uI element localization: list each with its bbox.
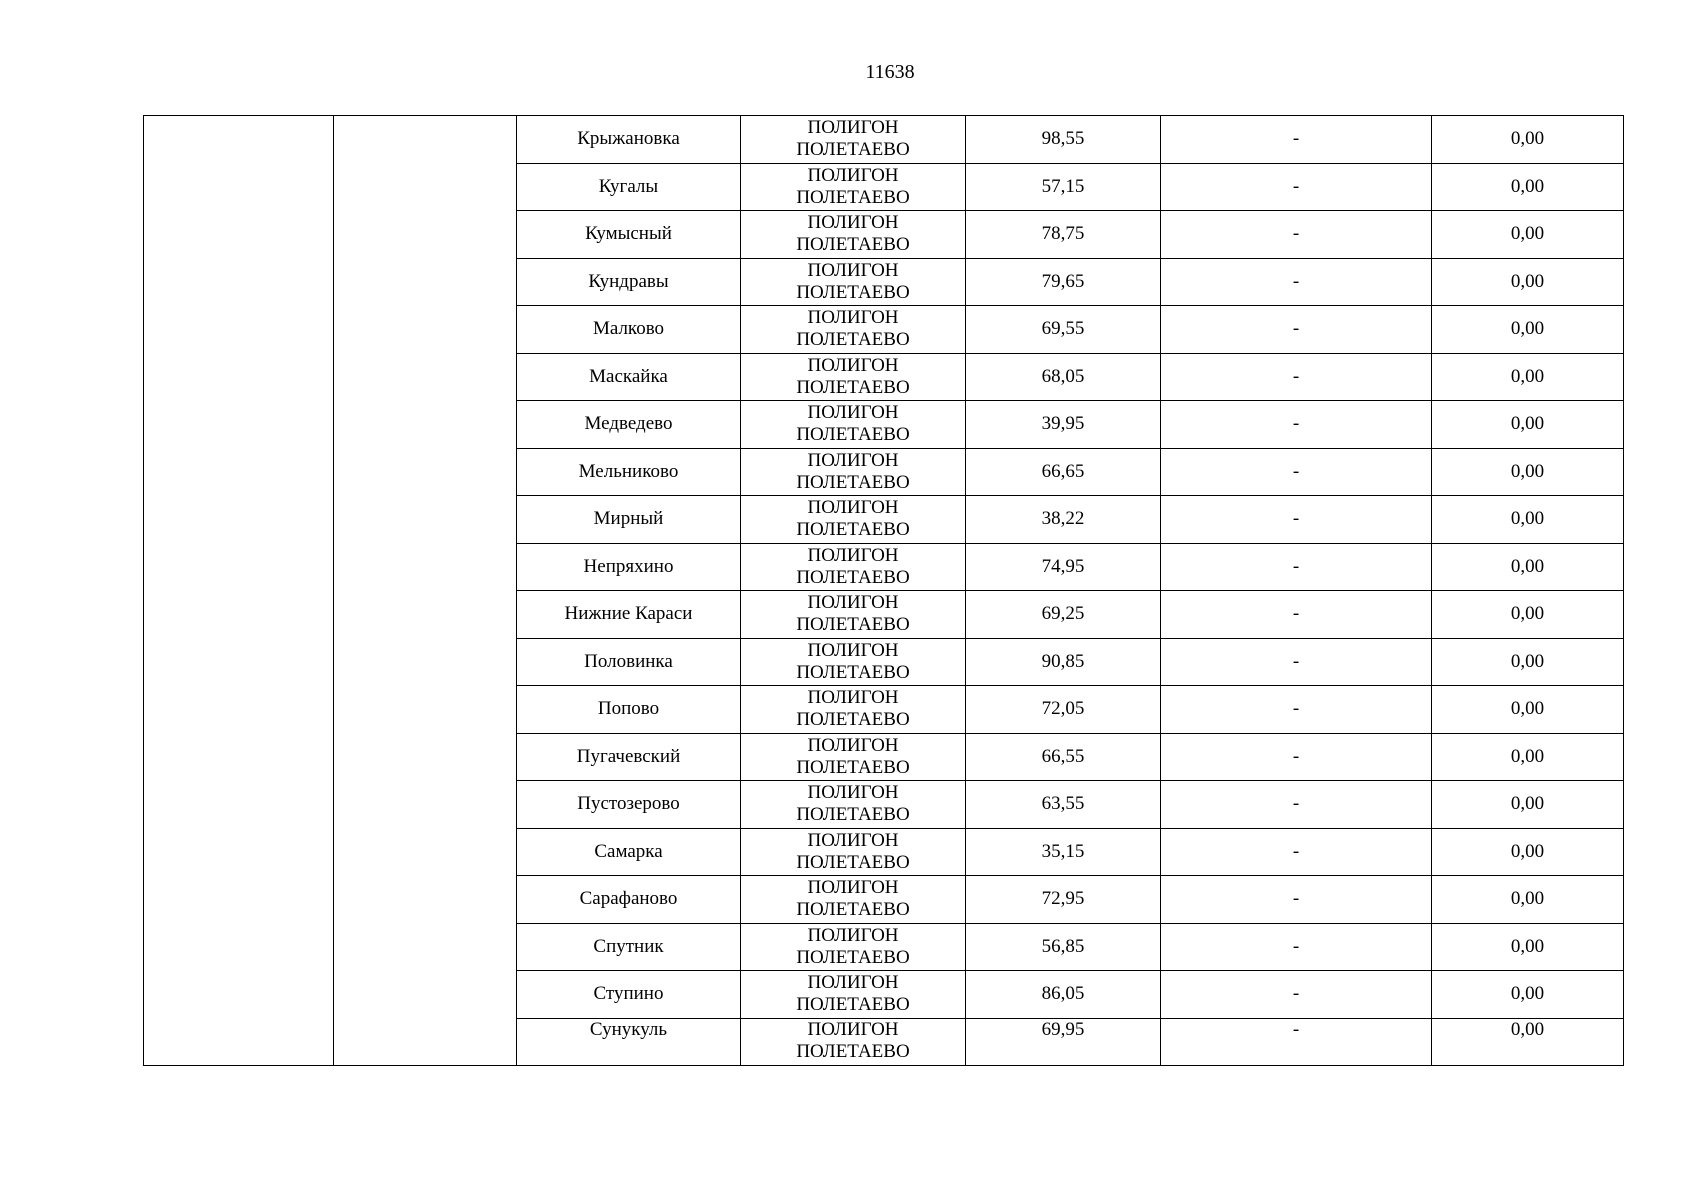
distance-cell: 57,15 xyxy=(966,163,1161,211)
destination-line1: ПОЛИГОН xyxy=(807,497,899,519)
destination-line2: ПОЛЕТАЕВО xyxy=(796,994,910,1016)
destination-line1: ПОЛИГОН xyxy=(807,354,899,376)
dash-cell: - xyxy=(1161,211,1432,259)
distance-cell: 72,95 xyxy=(966,876,1161,924)
distance-cell: 35,15 xyxy=(966,828,1161,876)
destination-line1: ПОЛИГОН xyxy=(807,307,899,329)
settlement-cell: Непряхино xyxy=(517,543,741,591)
settlement-cell: Кундравы xyxy=(517,258,741,306)
dash-cell: - xyxy=(1161,638,1432,686)
destination-line1: ПОЛИГОН xyxy=(807,782,899,804)
value-cell: 0,00 xyxy=(1432,211,1624,259)
value-cell: 0,00 xyxy=(1432,401,1624,449)
destination-line2: ПОЛЕТАЕВО xyxy=(796,186,910,208)
value-cell: 0,00 xyxy=(1432,116,1624,164)
destination-line2: ПОЛЕТАЕВО xyxy=(796,804,910,826)
dash-cell: - xyxy=(1161,971,1432,1019)
value-cell: 0,00 xyxy=(1432,163,1624,211)
empty-region-cell xyxy=(144,116,334,1066)
destination-cell xyxy=(741,211,966,259)
distance-cell: 72,05 xyxy=(966,686,1161,734)
destination-line1: ПОЛИГОН xyxy=(807,402,899,424)
settlement-cell: Нижние Караси xyxy=(517,591,741,639)
dash-cell: - xyxy=(1161,828,1432,876)
distance-cell: 38,22 xyxy=(966,496,1161,544)
destination-line1: ПОЛИГОН xyxy=(807,877,899,899)
value-cell: 0,00 xyxy=(1432,876,1624,924)
destination-line2: ПОЛЕТАЕВО xyxy=(796,756,910,778)
destination-line1: ПОЛИГОН xyxy=(807,212,899,234)
settlement-cell: Мельниково xyxy=(517,448,741,496)
table-row xyxy=(144,116,1624,164)
settlement-cell: Половинка xyxy=(517,638,741,686)
dash-cell: - xyxy=(1161,163,1432,211)
destination-line2: ПОЛЕТАЕВО xyxy=(796,661,910,683)
empty-operator-cell xyxy=(334,116,517,1066)
distance-cell: 63,55 xyxy=(966,781,1161,829)
destination-line1: ПОЛИГОН xyxy=(807,592,899,614)
value-cell: 0,00 xyxy=(1432,496,1624,544)
dash-cell: - xyxy=(1161,401,1432,449)
destination-cell xyxy=(741,496,966,544)
settlement-cell: Малково xyxy=(517,306,741,354)
settlement-cell: Самарка xyxy=(517,828,741,876)
distance-cell: 78,75 xyxy=(966,211,1161,259)
settlement-cell: Попово xyxy=(517,686,741,734)
dash-cell: - xyxy=(1161,781,1432,829)
transport-table xyxy=(143,115,1624,1066)
destination-cell xyxy=(741,448,966,496)
distance-cell: 68,05 xyxy=(966,353,1161,401)
distance-cell: 56,85 xyxy=(966,923,1161,971)
destination-cell xyxy=(741,971,966,1019)
destination-cell xyxy=(741,876,966,924)
destination-line2: ПОЛЕТАЕВО xyxy=(796,519,910,541)
distance-cell: 39,95 xyxy=(966,401,1161,449)
value-cell: 0,00 xyxy=(1432,1018,1624,1066)
destination-cell xyxy=(741,591,966,639)
destination-line2: ПОЛЕТАЕВО xyxy=(796,709,910,731)
value-cell: 0,00 xyxy=(1432,543,1624,591)
destination-line1: ПОЛИГОН xyxy=(807,164,899,186)
dash-cell: - xyxy=(1161,448,1432,496)
settlement-cell: Кумысный xyxy=(517,211,741,259)
destination-cell xyxy=(741,781,966,829)
settlement-cell: Мирный xyxy=(517,496,741,544)
destination-cell xyxy=(741,686,966,734)
destination-line2: ПОЛЕТАЕВО xyxy=(796,139,910,161)
value-cell: 0,00 xyxy=(1432,258,1624,306)
destination-line2: ПОЛЕТАЕВО xyxy=(796,899,910,921)
destination-line1: ПОЛИГОН xyxy=(807,117,899,139)
destination-cell xyxy=(741,116,966,164)
settlement-cell: Маскайка xyxy=(517,353,741,401)
destination-cell xyxy=(741,401,966,449)
value-cell: 0,00 xyxy=(1432,306,1624,354)
destination-line2: ПОЛЕТАЕВО xyxy=(796,566,910,588)
dash-cell: - xyxy=(1161,258,1432,306)
destination-line1: ПОЛИГОН xyxy=(807,687,899,709)
destination-line2: ПОЛЕТАЕВО xyxy=(796,424,910,446)
value-cell: 0,00 xyxy=(1432,353,1624,401)
dash-cell: - xyxy=(1161,496,1432,544)
value-cell: 0,00 xyxy=(1432,638,1624,686)
distance-cell: 79,65 xyxy=(966,258,1161,306)
destination-line1: ПОЛИГОН xyxy=(807,972,899,994)
table-body xyxy=(144,116,1624,1066)
destination-cell xyxy=(741,353,966,401)
destination-line1: ПОЛИГОН xyxy=(807,639,899,661)
dash-cell: - xyxy=(1161,591,1432,639)
destination-line2: ПОЛЕТАЕВО xyxy=(796,376,910,398)
dash-cell: - xyxy=(1161,876,1432,924)
dash-cell: - xyxy=(1161,733,1432,781)
destination-cell xyxy=(741,638,966,686)
value-cell: 0,00 xyxy=(1432,971,1624,1019)
distance-cell: 86,05 xyxy=(966,971,1161,1019)
settlement-cell: Спутник xyxy=(517,923,741,971)
page-number: 11638 xyxy=(865,61,915,83)
distance-cell: 98,55 xyxy=(966,116,1161,164)
settlement-cell: Сунукуль xyxy=(517,1018,741,1066)
destination-line2: ПОЛЕТАЕВО xyxy=(796,946,910,968)
destination-line2: ПОЛЕТАЕВО xyxy=(796,1040,910,1062)
destination-line2: ПОЛЕТАЕВО xyxy=(796,471,910,493)
settlement-cell: Крыжановка xyxy=(517,116,741,164)
settlement-cell: Пустозерово xyxy=(517,781,741,829)
destination-cell xyxy=(741,543,966,591)
destination-line1: ПОЛИГОН xyxy=(807,829,899,851)
dash-cell: - xyxy=(1161,306,1432,354)
value-cell: 0,00 xyxy=(1432,448,1624,496)
dash-cell: - xyxy=(1161,686,1432,734)
distance-cell: 69,55 xyxy=(966,306,1161,354)
destination-line1: ПОЛИГОН xyxy=(807,924,899,946)
dash-cell: - xyxy=(1161,923,1432,971)
destination-cell xyxy=(741,163,966,211)
destination-line2: ПОЛЕТАЕВО xyxy=(796,329,910,351)
settlement-cell: Пугачевский xyxy=(517,733,741,781)
value-cell: 0,00 xyxy=(1432,733,1624,781)
destination-line1: ПОЛИГОН xyxy=(807,544,899,566)
destination-line1: ПОЛИГОН xyxy=(807,449,899,471)
value-cell: 0,00 xyxy=(1432,781,1624,829)
destination-line1: ПОЛИГОН xyxy=(807,1018,899,1040)
settlement-cell: Ступино xyxy=(517,971,741,1019)
destination-cell xyxy=(741,306,966,354)
settlement-cell: Медведево xyxy=(517,401,741,449)
settlement-cell: Кугалы xyxy=(517,163,741,211)
distance-cell: 69,25 xyxy=(966,591,1161,639)
dash-cell: - xyxy=(1161,116,1432,164)
destination-cell xyxy=(741,828,966,876)
destination-cell xyxy=(741,1018,966,1066)
value-cell: 0,00 xyxy=(1432,828,1624,876)
destination-line2: ПОЛЕТАЕВО xyxy=(796,614,910,636)
value-cell: 0,00 xyxy=(1432,686,1624,734)
dash-cell: - xyxy=(1161,543,1432,591)
destination-line2: ПОЛЕТАЕВО xyxy=(796,851,910,873)
distance-cell: 66,55 xyxy=(966,733,1161,781)
value-cell: 0,00 xyxy=(1432,591,1624,639)
destination-cell xyxy=(741,923,966,971)
destination-cell xyxy=(741,733,966,781)
destination-line2: ПОЛЕТАЕВО xyxy=(796,234,910,256)
distance-cell: 66,65 xyxy=(966,448,1161,496)
destination-line2: ПОЛЕТАЕВО xyxy=(796,281,910,303)
distance-cell: 90,85 xyxy=(966,638,1161,686)
distance-cell: 69,95 xyxy=(966,1018,1161,1066)
dash-cell: - xyxy=(1161,353,1432,401)
destination-cell xyxy=(741,258,966,306)
destination-line1: ПОЛИГОН xyxy=(807,734,899,756)
settlement-cell: Сарафаново xyxy=(517,876,741,924)
distance-cell: 74,95 xyxy=(966,543,1161,591)
dash-cell: - xyxy=(1161,1018,1432,1066)
value-cell: 0,00 xyxy=(1432,923,1624,971)
destination-line1: ПОЛИГОН xyxy=(807,259,899,281)
